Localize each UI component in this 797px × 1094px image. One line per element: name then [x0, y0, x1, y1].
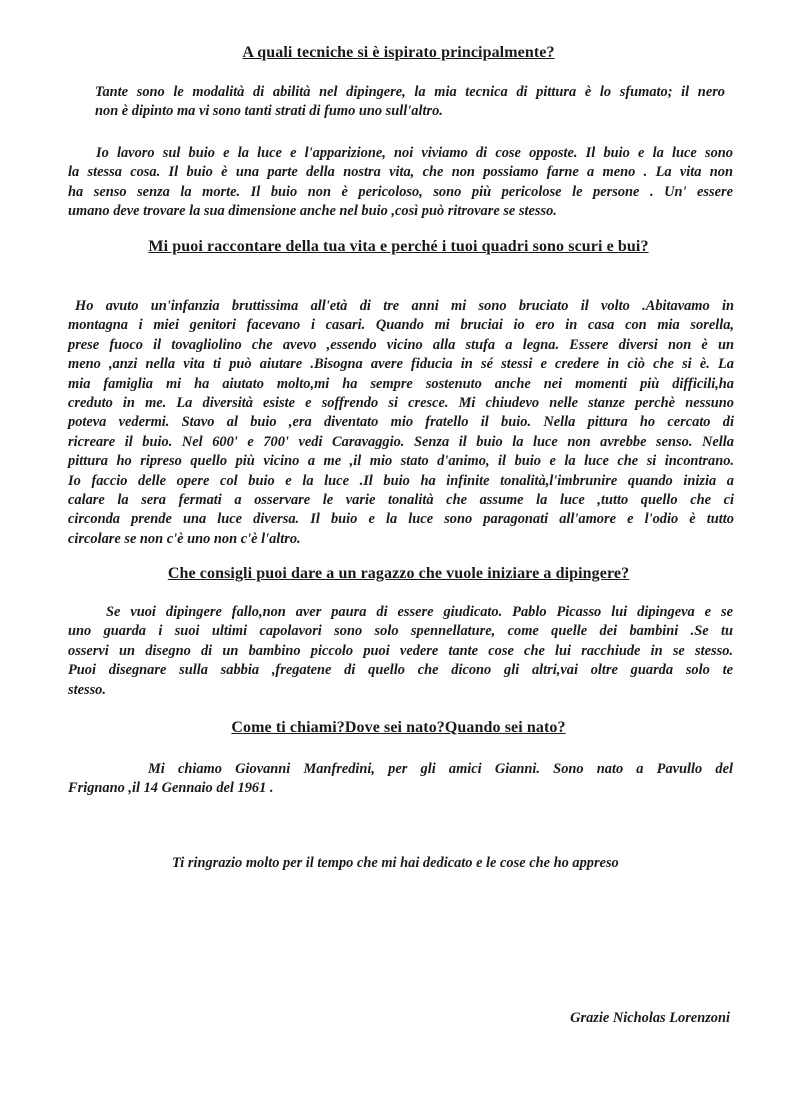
text-line: umano deve trovare la sua dimensione anche nel buio ,così può ritrovare se stesso. — [68, 203, 557, 220]
text-line: non è dipinto ma vi sono tanti strati di fumo uno sull'altro. — [95, 103, 443, 120]
text-line: ha senso senza la morte. Il buio non è pericoloso, sono più pericolose le persone . Un' essere — [68, 183, 733, 200]
text-line: mia famiglia mi ha aiutato molto,mi ha sempre sostenuto anche nei momenti più difficili,ha — [68, 375, 734, 392]
text-line: la stessa cosa. Il buio è una parte della nostra vita, che non possiamo farne a meno . La vita non — [68, 164, 733, 181]
text-line: calare la sera fermati a osservare le varie tonalità che assume la luce ,tutto quello che ci — [68, 492, 734, 509]
text-line: poteva vedermi. Stavo al buio ,era diventato mio fratello il buio. Nella pittura ho cercato di — [68, 414, 734, 431]
section-heading-life: Mi puoi raccontare della tua vita e perché i tuoi quadri sono scuri e bui? — [148, 238, 649, 255]
paragraph-advice — [68, 603, 733, 700]
section-heading-identity: Come ti chiami?Dove sei nato?Quando sei nato? — [231, 719, 566, 736]
paragraph-technique — [95, 83, 725, 122]
text-line: Se vuoi dipingere fallo,non aver paura di essere giudicato. Pablo Picasso lui dipingeva e se — [106, 604, 733, 620]
text-line: ricreare il buio. Nel 600' e 700' vedi Caravaggio. Senza il buio la luce non avrebbe senso. Nella — [68, 433, 734, 450]
section-heading-advice: Che consigli puoi dare a un ragazzo che vuole iniziare a dipingere? — [167, 565, 630, 582]
text-line: Puoi disegnare sulla sabbia ,fregatene di quello che dicono gli altri,vai oltre guarda solo te — [68, 662, 733, 679]
text-line: meno ,anzi nella vita ti può aiutare .Bisogna avere fiducia in sé stessi e credere in ciò che si è. La — [68, 356, 734, 373]
paragraph-life-story — [68, 297, 734, 549]
section-heading-techniques: A quali tecniche si è ispirato principalmente? — [242, 44, 555, 61]
text-line: circolare se non c'è uno non c'è l'altro. — [68, 530, 301, 547]
text-line: osservi un disegno di un bambino piccolo puoi vedere tante cose che lui racchiude in se stesso. — [68, 642, 733, 659]
closing-thanks: Ti ringrazio molto per il tempo che mi hai dedicato e le cose che ho appreso — [172, 855, 619, 871]
signature: Grazie Nicholas Lorenzoni — [570, 1010, 730, 1026]
text-line: montagna i miei genitori facevano i casari. Quando mi bruciai io ero in casa con mia sorella, — [68, 317, 734, 334]
text-line: Mi chiamo Giovanni Manfredini, per gli amici Gianni. Sono nato a Pavullo del — [148, 761, 733, 777]
text-line: Io faccio delle opere col buio e la luce .Il buio ha infinite tonalità,l'imbrunire quando inizia a — [68, 472, 734, 489]
text-line: circonda prende una luce diversa. Il buio e la luce sono paragonati all'amore e l'odio è tutto — [68, 511, 734, 528]
text-line: Io lavoro sul buio e la luce e l'apparizione, noi viviamo di cose opposte. Il buio e la luce sono — [96, 145, 733, 161]
paragraph-identity — [68, 760, 733, 799]
text-line: Tante sono le modalità di abilità nel dipingere, la mia tecnica di pittura è lo sfumato; il nero — [95, 84, 725, 100]
text-line: Ho avuto un'infanzia bruttissima all'età di tre anni mi sono bruciato il volto .Abitavamo in — [75, 298, 734, 314]
text-line: uno guarda i suoi ultimi capolavori sono solo spennellature, come quelle dei bambini .Se tu — [68, 623, 733, 640]
text-line: creduto in me. La diversità esiste e soffrendo si cresce. Mi chiudevo nelle stanze perchè nessuno — [68, 395, 734, 412]
text-line: prese fuoco il tovagliolino che avevo ,essendo vicino alla stufa a legna. Essere diversi non è un — [68, 336, 734, 353]
paragraph-light-dark — [68, 144, 733, 222]
text-line: pittura ho ripreso quello più vicino a me ,il mio stato d'animo, il buio e la luce che si incontrano. — [68, 453, 734, 470]
text-line: stesso. — [68, 681, 106, 698]
text-line: Frignano ,il 14 Gennaio del 1961 . — [68, 780, 274, 797]
